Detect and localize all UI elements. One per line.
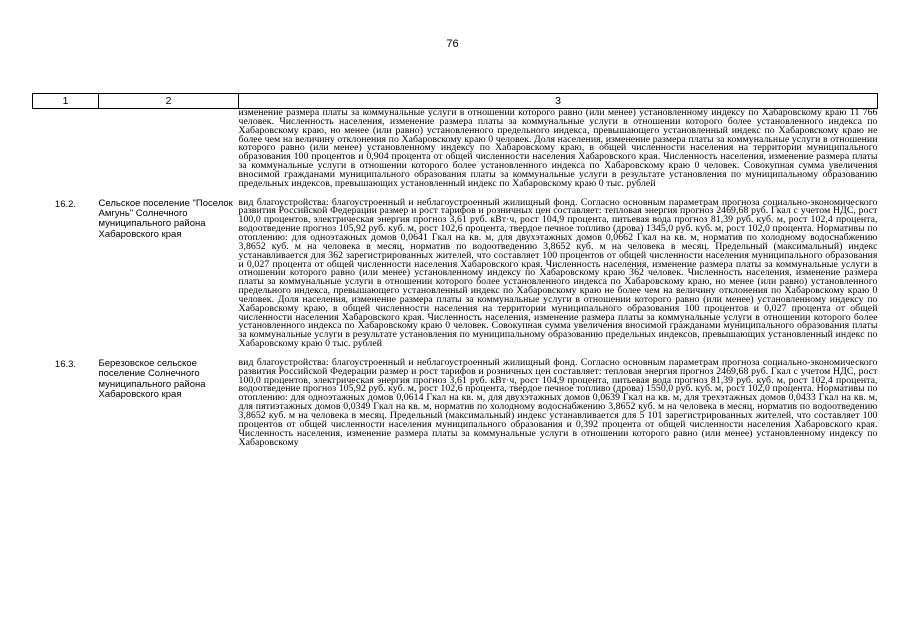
row-description: изменение размера платы за коммунальные услуги в отношении которого равно (или менее) установленному индексу по Хабаровскому краю 11 766 человек. Численность населения, изменение размера платы за коммунальные услуги в отношении которого более установленного индекса по Хабаровскому краю, но менее (или равно) установленного предельного индекса, превышающего установленный индекс по Хабаровскому краю не более чем на величину отклонения по Хабаровскому краю 0 человек. Доля населения, изменение размера платы за коммунальные услуги в отношении которого равно (или менее) установленному индексу по Хабаровскому краю, в общей численности населения на территории муниципального образования 100 процентов и 0,904 процента от общей численности населения Хабаровского края. Численность населения, изменение размера платы за коммунальные услуги в отношении которого более установленного индекса по Хабаровскому краю 0 человек. Совокупная сумма увеличения вносимой гражданами муниципального образования платы за коммунальные услуги в результате установления по муниципальному образованию предельных индексов, превышающих установленный индекс по Хабаровскому краю 0 тыс. рублей — [238, 107, 878, 189]
municipality-name: Сельское поселение "Поселок Амгунь" Солнечного муниципального района Хабаровского края — [98, 197, 233, 240]
tariff-table — [32, 93, 878, 447]
row-description: вид благоустройства: благоустроенный и неблагоустроенный жилищный фонд. Согласно основным параметрам прогноза социально-экономического развития Российской Федерации размер и рост тарифов и розничных цен составляет: тепловая энергия прогноз 2469,68 руб. Гкал с учетом НДС, рост 100,0 процентов, электрическая энергия прогноз 3,61 руб. кВт·ч, рост 104,9 процента, питьевая вода прогноз 81,39 руб. куб. м, рост 102,4 процента, водоотведение прогноз 105,92 руб. куб. м, рост 102,6 процента, твердое печное топливо (дрова) 1345,0 руб. куб. м, рост 102,0 процента. Нормативы по отоплению: для одноэтажных домов 0,0641 Гкал на кв. м, для двухэтажных домов 0,0662 Гкал на кв. м, норматив по холодному водоснабжению 3,8652 куб. м на человека в месяц, норматив по водоотведению 3,8652 куб. м на человека в месяц. Предельный (максимальный) индекс устанавливается для 362 зарегистрированных жителей, что составляет 100 процентов от общей численности населения муниципального образования и 0,027 процента от общей численности населения Хабаровского края. Численность населения, изменение размера платы за коммунальные услуги в отношении которого равно (или менее) установленному индексу по Хабаровскому краю 362 человек. Численность населения, изменение размера платы за коммунальные услуги в отношении которого более установленного индекса по Хабаровскому краю, но менее (или равно) установленного предельного индекса, превышающего установленный индекс по Хабаровскому краю не более чем на величину отклонения по Хабаровскому краю 0 человек. Доля населения, изменение размера платы за коммунальные услуги в отношении которого равно (или менее) установленному индексу по Хабаровскому краю, в общей численности населения на территории муниципального образования 100 процентов и 0,027 процента от общей численности населения Хабаровского края. Численность населения, изменение размера платы за коммунальные услуги в отношении которого более установленного индекса по Хабаровскому краю 0 человек. Совокупная сумма увеличения вносимой гражданами муниципального образования платы за коммунальные услуги в результате установления по муниципальному образованию предельных индексов, превышающих установленный индекс по Хабаровскому краю 0 тыс. рублей — [238, 196, 878, 350]
row-number: 16.2. — [54, 198, 77, 210]
municipality-name — [99, 109, 239, 189]
municipality-name: Березовское сельское поселение Солнечного муниципального района Хабаровского края — [98, 357, 206, 401]
table-row — [33, 359, 878, 447]
table-row — [33, 109, 878, 189]
row-number: 16.3. — [54, 358, 77, 370]
column-header-3: 3 — [239, 94, 878, 109]
column-header-2: 2 — [99, 94, 239, 109]
page-number: 76 — [446, 38, 459, 50]
column-header-1: 1 — [33, 94, 99, 109]
row-number — [33, 109, 99, 189]
table-row — [33, 199, 878, 349]
row-description: вид благоустройства: благоустроенный и неблагоустроенный жилищный фонд. Согласно основным параметрам прогноза социально-экономического развития Российской Федерации размер и рост тарифов и розничных цен составляет: тепловая энергия прогноз 2469,68 руб. Гкал с учетом НДС, рост 100,0 процентов, электрическая энергия прогноз 3,61 руб. кВт·ч, рост 104,9 процента, питьевая вода прогноз 81,39 руб. куб. м, рост 102,4 процента, водоотведение прогноз 105,92 руб. куб. м, рост 102,6 процента, твердое печное топливо (дрова) 1550,0 руб. куб. м, рост 102,0 процента. Нормативы по отоплению: для одноэтажных домов 0,0614 Гкал на кв. м, для двухэтажных домов 0,0639 Гкал на кв. м, для трехэтажных домов 0,0433 Гкал на кв. м, для пятиэтажных домов 0,0349 Гкал на кв. м, норматив по холодному водоснабжению 3,8652 куб. м на человека в месяц, норматив по водоотведению 3,8652 куб. м на человека в месяц. Предельный (максимальный) индекс устанавливается для 5 101 зарегистрированных жителей, что составляет 100 процентов от общей численности населения муниципального образования и 0,392 процента от общей численности населения Хабаровского края. Численность населения, изменение размера платы за коммунальные услуги в отношении которого равно (или менее) установленному индексу по Хабаровскому — [238, 356, 878, 448]
